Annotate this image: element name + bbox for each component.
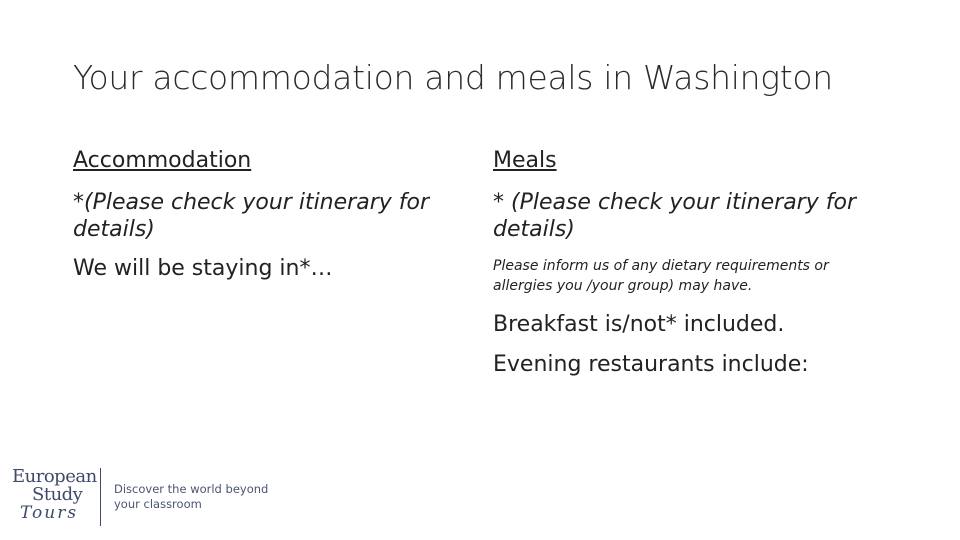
accommodation-note xyxy=(73,189,453,243)
logo-word-tours: Tours xyxy=(20,503,79,523)
logo-divider xyxy=(100,468,101,526)
meals-note xyxy=(493,189,893,243)
logo-word-european: European xyxy=(12,466,97,487)
dietary-note-line2: allergies you /your group) may have. xyxy=(493,278,753,294)
meals-note-line1: * (Please check your itinerary for xyxy=(493,190,856,215)
accommodation-note-line2: details) xyxy=(73,217,155,242)
breakfast-text: Breakfast is/not* included. xyxy=(493,312,785,337)
logo-word-study: Study xyxy=(32,484,83,505)
company-logo xyxy=(12,466,272,528)
meals-column xyxy=(493,146,893,380)
dietary-note xyxy=(493,256,893,296)
accommodation-staying: We will be staying in*… xyxy=(73,256,333,281)
meals-note-line2: details) xyxy=(493,217,575,242)
accommodation-column xyxy=(73,146,453,284)
page-title: Your accommodation and meals in Washington xyxy=(73,58,833,97)
dietary-note-line1: Please inform us of any dietary requirements or xyxy=(493,258,829,274)
meals-heading: Meals xyxy=(493,148,557,173)
tagline-line1: Discover the world beyond xyxy=(114,482,269,496)
tagline-line2: your classroom xyxy=(114,497,202,511)
accommodation-note-line1: *(Please check your itinerary for xyxy=(73,190,429,215)
accommodation-heading: Accommodation xyxy=(73,148,252,173)
restaurants-text: Evening restaurants include: xyxy=(493,352,809,377)
